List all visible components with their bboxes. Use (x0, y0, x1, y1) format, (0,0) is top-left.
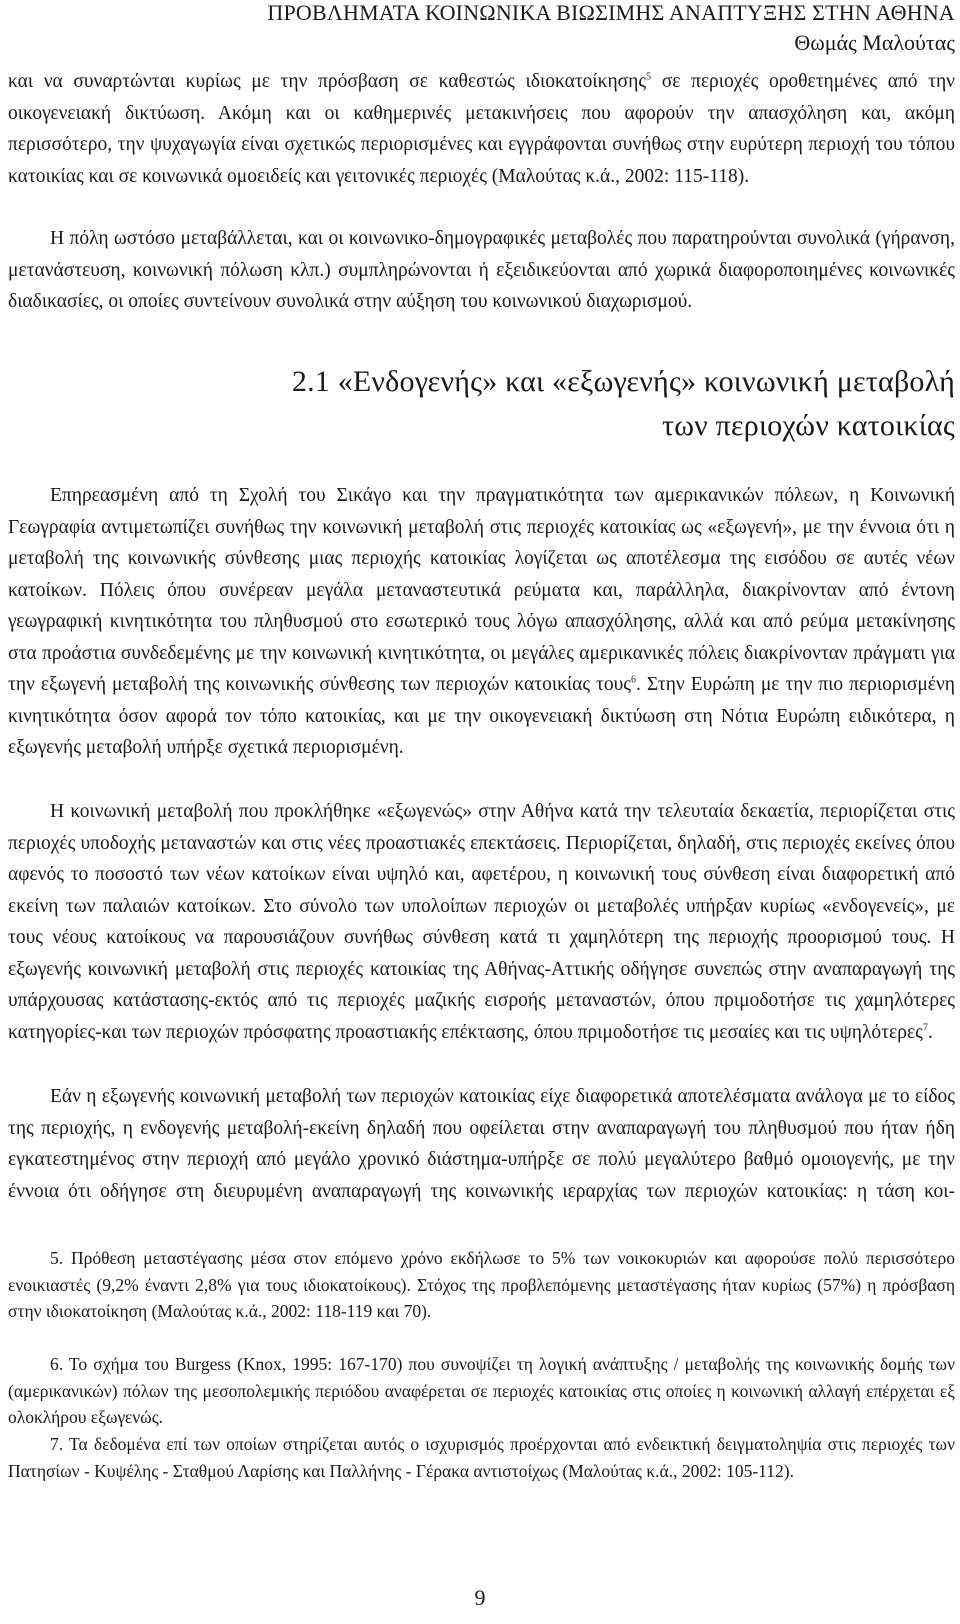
footnote-7: 7. Τα δεδομένα επί των οποίων στηρίζεται αυτός ο ισχυρισμός προέρχονται από ενδεικτική δειγματοληψία στις περιοχές των Πατησίων - Κυψέλης - Σταθμού Λαρίσης και Παλλήνης - Γέρακα αντιστοίχως (Μαλούτας κ.ά., 2002: 105-112). (8, 1434, 955, 1481)
running-header-title: ΠΡΟΒΛΗΜΑΤΑ ΚΟΙΝΩΝΙΚΑ ΒΙΩΣΙΜΗΣ ΑΝΑΠΤΥΞΗΣ ΣΤΗΝ ΑΘΗΝΑ (267, 0, 955, 25)
body-paragraph-3: Εάν η εξωγενής κοινωνική μεταβολή των περιοχών κατοικίας είχε διαφορετικά αποτελέσματα ανάλογα με το είδος της περιοχής, η ενδογενής μεταβολή-εκείνη δηλαδή που οφείλεται στην αναπαραγωγή του πληθυσμού που ήταν ήδη εγκατεστημένος στην περιοχή από μεγάλο χρονικό διάστημα-υπήρξε σε πολύ μεγαλύτερο βαθμό ομοιογενής, με την έννοια ότι οδήγησε στη διευρυμένη αναπαραγωγή της κοινωνικής ιεραρχίας των περιοχών κατοικίας: η τάση κοι- (8, 1086, 955, 1202)
section-title-line-2: των περιοχών κατοικίας (661, 409, 955, 442)
body-paragraph-1: Επηρεασμένη από τη Σχολή του Σικάγο και την πραγματικότητα των αμερικανικών πόλεων, η Κοινωνική Γεωγραφία αντιμετωπίζει συνήθως την κοινωνική μεταβολή στις περιοχές κατοικίας ως «εξωγενή», με την έννοια ότι η μεταβολή της κοινωνικής σύνθεσης μιας περιοχής κατοικίας λογίζεται ως αποτέλεσμα της εισόδου σε αυτές νέων κατοίκων. Πόλεις όπου συνέρεαν μεγάλα μεταναστευτικά ρεύματα και, παράλληλα, διακρίνονταν από έντονη γεωγραφική κινητικότητα του πληθυσμού στο εσωτερικό τους λόγω απασχόλησης, αλλά και από ρεύμα μετακίνησης στα προάστια συνδεδεμένης με την κοινωνική κινητικότητα, οι μεγάλες αμερικανικές πόλεις διακρίνονταν πράγματι για την εξωγενή μεταβολή της κοινωνικής σύνθεσης των περιοχών κατοικίας τους$^6$. Στην Ευρώπη με την πιο περιορισμένη κινητικότητα όσον αφορά τον τόπο κατοικίας, και με την οικογενειακή δικτύωση στη Νότια Ευρώπη ειδικότερα, η εξωγενής μεταβολή υπήρξε σχετικά περιορισμένη. (8, 485, 956, 758)
intro-paragraph-1: και να συναρτώνται κυρίως με την πρόσβαση σε καθεστώς ιδιοκατοίκησης$^5$ σε περιοχές οροθετημένες από την οικογενειακή δικτύωση. Ακόμη και οι καθημερινές μετακινήσεις που αφορούν την απασχόληση και, ακόμη περισσότερο, την ψυχαγωγία είναι σχετικώς περιορισμένες και εγγράφονται συνήθως στην ευρύτερη περιοχή του τόπου κατοικίας και σε κοινωνικά ομοειδείς και γειτονικές περιοχές (Μαλούτας κ.ά., 2002: 115-118). (8, 71, 955, 187)
footnote-ref-7: 7 (922, 1022, 928, 1033)
section-title-line-1: 2.1 «Ενδογενής» και «εξωγενής» κοινωνική μεταβολή (291, 365, 955, 398)
footnote-ref-5: 5 (646, 71, 652, 83)
footnote-ref-6: 6 (631, 674, 637, 686)
running-header-author: Θωμάς Μαλούτας (794, 30, 955, 55)
page-number: 9 (474, 1585, 486, 1610)
footnote-6: 6. Το σχήμα του Burgess (Knox, 1995: 167-170) που συνοψίζει τη λογική ανάπτυξης / μεταβολής της κοινωνικής δομής των (αμερικανικών) πόλων της μεσοπολεμικής περιόδου αναφέρεται σε περιοχές κατοικίας στις οποίες η κοινωνική αλλαγή επέρχεται εξ ολοκλήρου εξωγενώς. (8, 1354, 955, 1427)
body-paragraph-2: Η κοινωνική μεταβολή που προκλήθηκε «εξωγενώς» στην Αθήνα κατά την τελευταία δεκαετία, περιορίζεται στις περιοχές υποδοχής μεταναστών και στις νέες προαστιακές επεκτάσεις. Περιορίζεται, δηλαδή, στις περιοχές εκείνες όπου αφενός το ποσοστό των νέων κατοίκων είναι υψηλό και, αφετέρου, η κοινωνική τους σύνθεση είναι διαφορετική από εκείνη των παλαιών κατοίκων. Στο σύνολο των υπολοίπων περιοχών οι μεταβολές υπήρξαν κυρίως «ενδογενείς», με τους νέους κατοίκους να παρουσιάζουν συνήθως σύνθεση κατά τι χαμηλότερη της περιοχής προορισμού τους. Η εξωγενής κοινωνική μεταβολή στις περιοχές κατοικίας της Αθήνας-Αττικής οδήγησε συνεπώς στην αναπαραγωγή της υπάρχουσας κατάστασης-εκτός από τις περιοχές μαζικής εισροής μεταναστών, όπου πριμοδοτήσε τις χαμηλότερες κατηγορίες-και των περιοχών πρόσφατης προαστιακής επέκτασης, όπου πριμοδοτήσε τις μεσαίες και τις υψηλότερες$^7$. (8, 801, 955, 1043)
intro-paragraph-2: Η πόλη ωστόσο μεταβάλλεται, και οι κοινωνικο-δημογραφικές μεταβολές που παρατηρούνται συνολικά (γήρανση, μετανάστευση, κοινωνική πόλωση κλπ.) συμπληρώνονται ή εξειδικεύονται από χωρικά διαφοροποιημένες κοινωνικές διαδικασίες, οι οποίες συντείνουν συνολικά στην αύξηση του κοινωνικού διαχωρισμού. (8, 228, 955, 312)
footnote-5: 5. Πρόθεση μεταστέγασης μέσα στον επόμενο χρόνο εκδήλωσε το 5% των νοικοκυριών και αφορούσε πολύ περισσότερο ενοικιαστές (9,2% έναντι 2,8% για τους ιδιοκατοίκους). Στόχος της προβλεπόμενης μεταστέγασης ήταν κυρίως (57%) η πρόσβαση στην ιδιοκατοίκηση (Μαλούτας κ.ά., 2002: 118-119 και 70). (8, 1248, 955, 1321)
